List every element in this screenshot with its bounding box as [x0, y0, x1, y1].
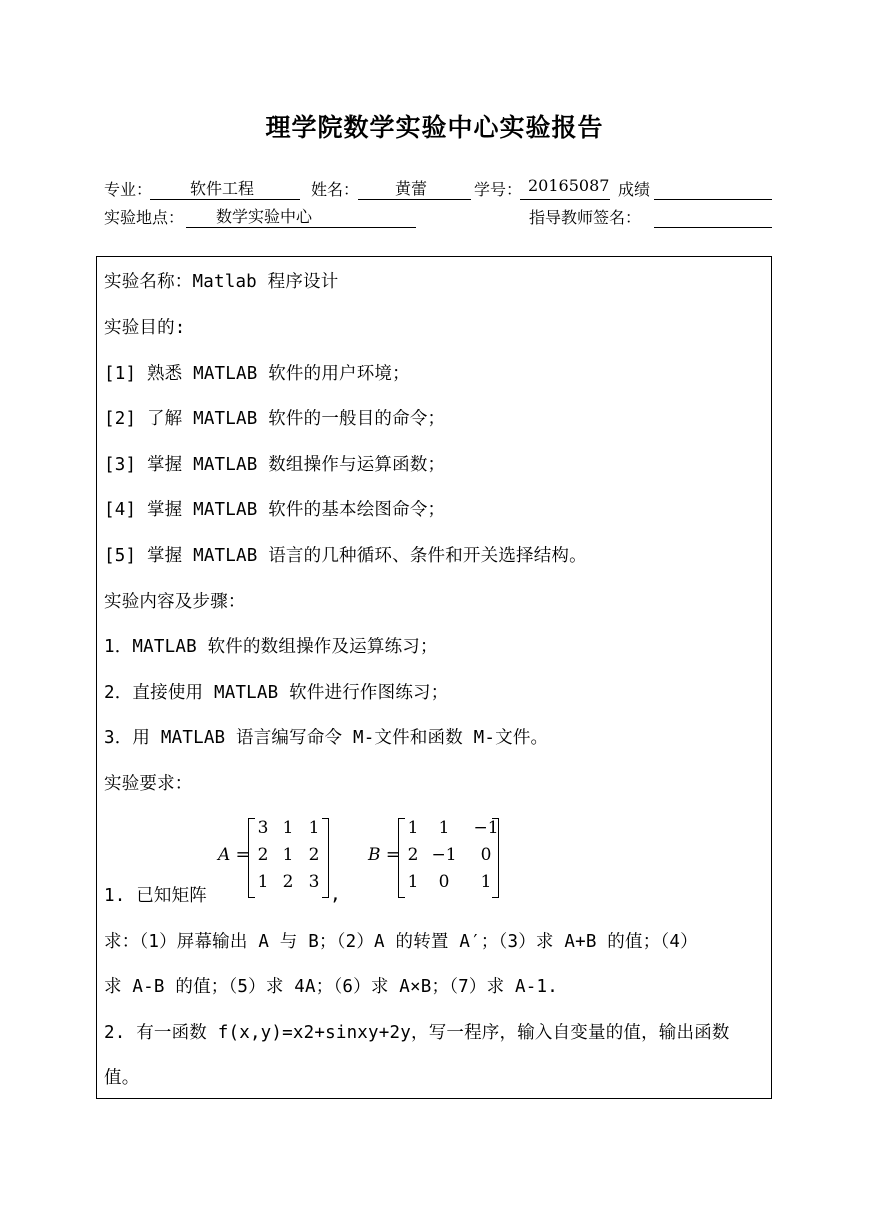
matrix-b-cell: −1 [431, 845, 457, 865]
name-label: 姓名： [311, 180, 360, 199]
content-item: 1．MATLAB 软件的数组操作及运算练习； [104, 637, 438, 657]
purpose-item: [2] 了解 MATLAB 软件的一般目的命令； [104, 409, 446, 429]
purpose-item: [4] 掌握 MATLAB 软件的基本绘图命令； [104, 500, 446, 520]
content-heading: 实验内容及步骤： [104, 592, 246, 612]
requirement-2-line-1: 2. 有一函数 f(x,y)=x2+sinxy+2y，写一程序，输入自变量的值，输出函数 [104, 1023, 730, 1043]
matrix-a-right-bracket [322, 818, 329, 898]
report-title: 理学院数学实验中心实验报告 [265, 113, 604, 142]
matrix-b-label: B = [368, 845, 401, 865]
location-label: 实验地点： [104, 208, 185, 227]
purpose-item: [1] 熟悉 MATLAB 软件的用户环境； [104, 364, 410, 384]
matrix-a [252, 815, 326, 896]
experiment-name: 实验名称：Matlab 程序设计 [104, 272, 339, 292]
matrix-b-cell: 1 [407, 872, 419, 892]
major-label: 专业： [104, 180, 153, 199]
name-underline [358, 199, 471, 200]
matrix-b-cell: 1 [438, 818, 450, 838]
requirement-2-line-2: 值。 [104, 1068, 140, 1088]
matrix-a-cell: 2 [257, 845, 269, 865]
matrix-a-cell: 1 [282, 845, 294, 865]
major-value: 软件工程 [190, 179, 255, 198]
matrix-a-cell: 1 [257, 872, 269, 892]
matrix-b-cell: 2 [407, 845, 419, 865]
matrix-a-cell: 2 [308, 845, 320, 865]
grade-underline [654, 199, 772, 200]
teacher-signature-label: 指导教师签名： [529, 208, 642, 227]
matrix-a-cell: 1 [282, 818, 294, 838]
major-underline [150, 199, 300, 200]
matrix-a-cell: 3 [257, 818, 269, 838]
purpose-item: [5] 掌握 MATLAB 语言的几种循环、条件和开关选择结构。 [104, 546, 587, 566]
matrix-b-cell: 0 [480, 845, 492, 865]
student-id-label: 学号： [474, 180, 523, 199]
matrix-b-right-bracket [492, 818, 499, 898]
requirement-1-prefix: 1. 已知矩阵 [104, 886, 208, 906]
matrix-a-cell: 1 [308, 818, 320, 838]
matrix-a-cell: 3 [308, 872, 320, 892]
matrix-b-cell: −1 [473, 818, 499, 838]
location-value: 数学实验中心 [216, 207, 313, 226]
teacher-signature-underline [654, 227, 772, 228]
matrix-comma: , [330, 884, 342, 905]
content-item: 2．直接使用 MATLAB 软件进行作图练习； [104, 683, 449, 703]
matrix-b-cell: 1 [480, 872, 492, 892]
matrix-a-label: A = [218, 845, 250, 865]
student-id-value: 20165087 [528, 176, 610, 195]
purpose-heading: 实验目的: [104, 318, 186, 338]
requirement-1-line-2: 求 A-B 的值；（5）求 4A；（6）求 A×B；（7）求 A-1. [104, 977, 558, 997]
requirement-heading: 实验要求： [104, 774, 193, 794]
location-underline [186, 227, 416, 228]
requirement-1-line-1: 求：（1）屏幕输出 A 与 B；（2）A 的转置 A′；（3）求 A+B 的值；（4） [104, 932, 698, 952]
matrix-b-cell: 0 [438, 872, 450, 892]
student-id-underline [520, 199, 610, 200]
grade-label: 成绩 [618, 180, 651, 199]
purpose-item: [3] 掌握 MATLAB 数组操作与运算函数； [104, 455, 446, 475]
content-item: 3．用 MATLAB 语言编写命令 M-文件和函数 M-文件。 [104, 728, 549, 748]
matrix-a-cell: 2 [282, 872, 294, 892]
name-value: 黄蕾 [395, 179, 428, 198]
matrix-b-cell: 1 [407, 818, 419, 838]
